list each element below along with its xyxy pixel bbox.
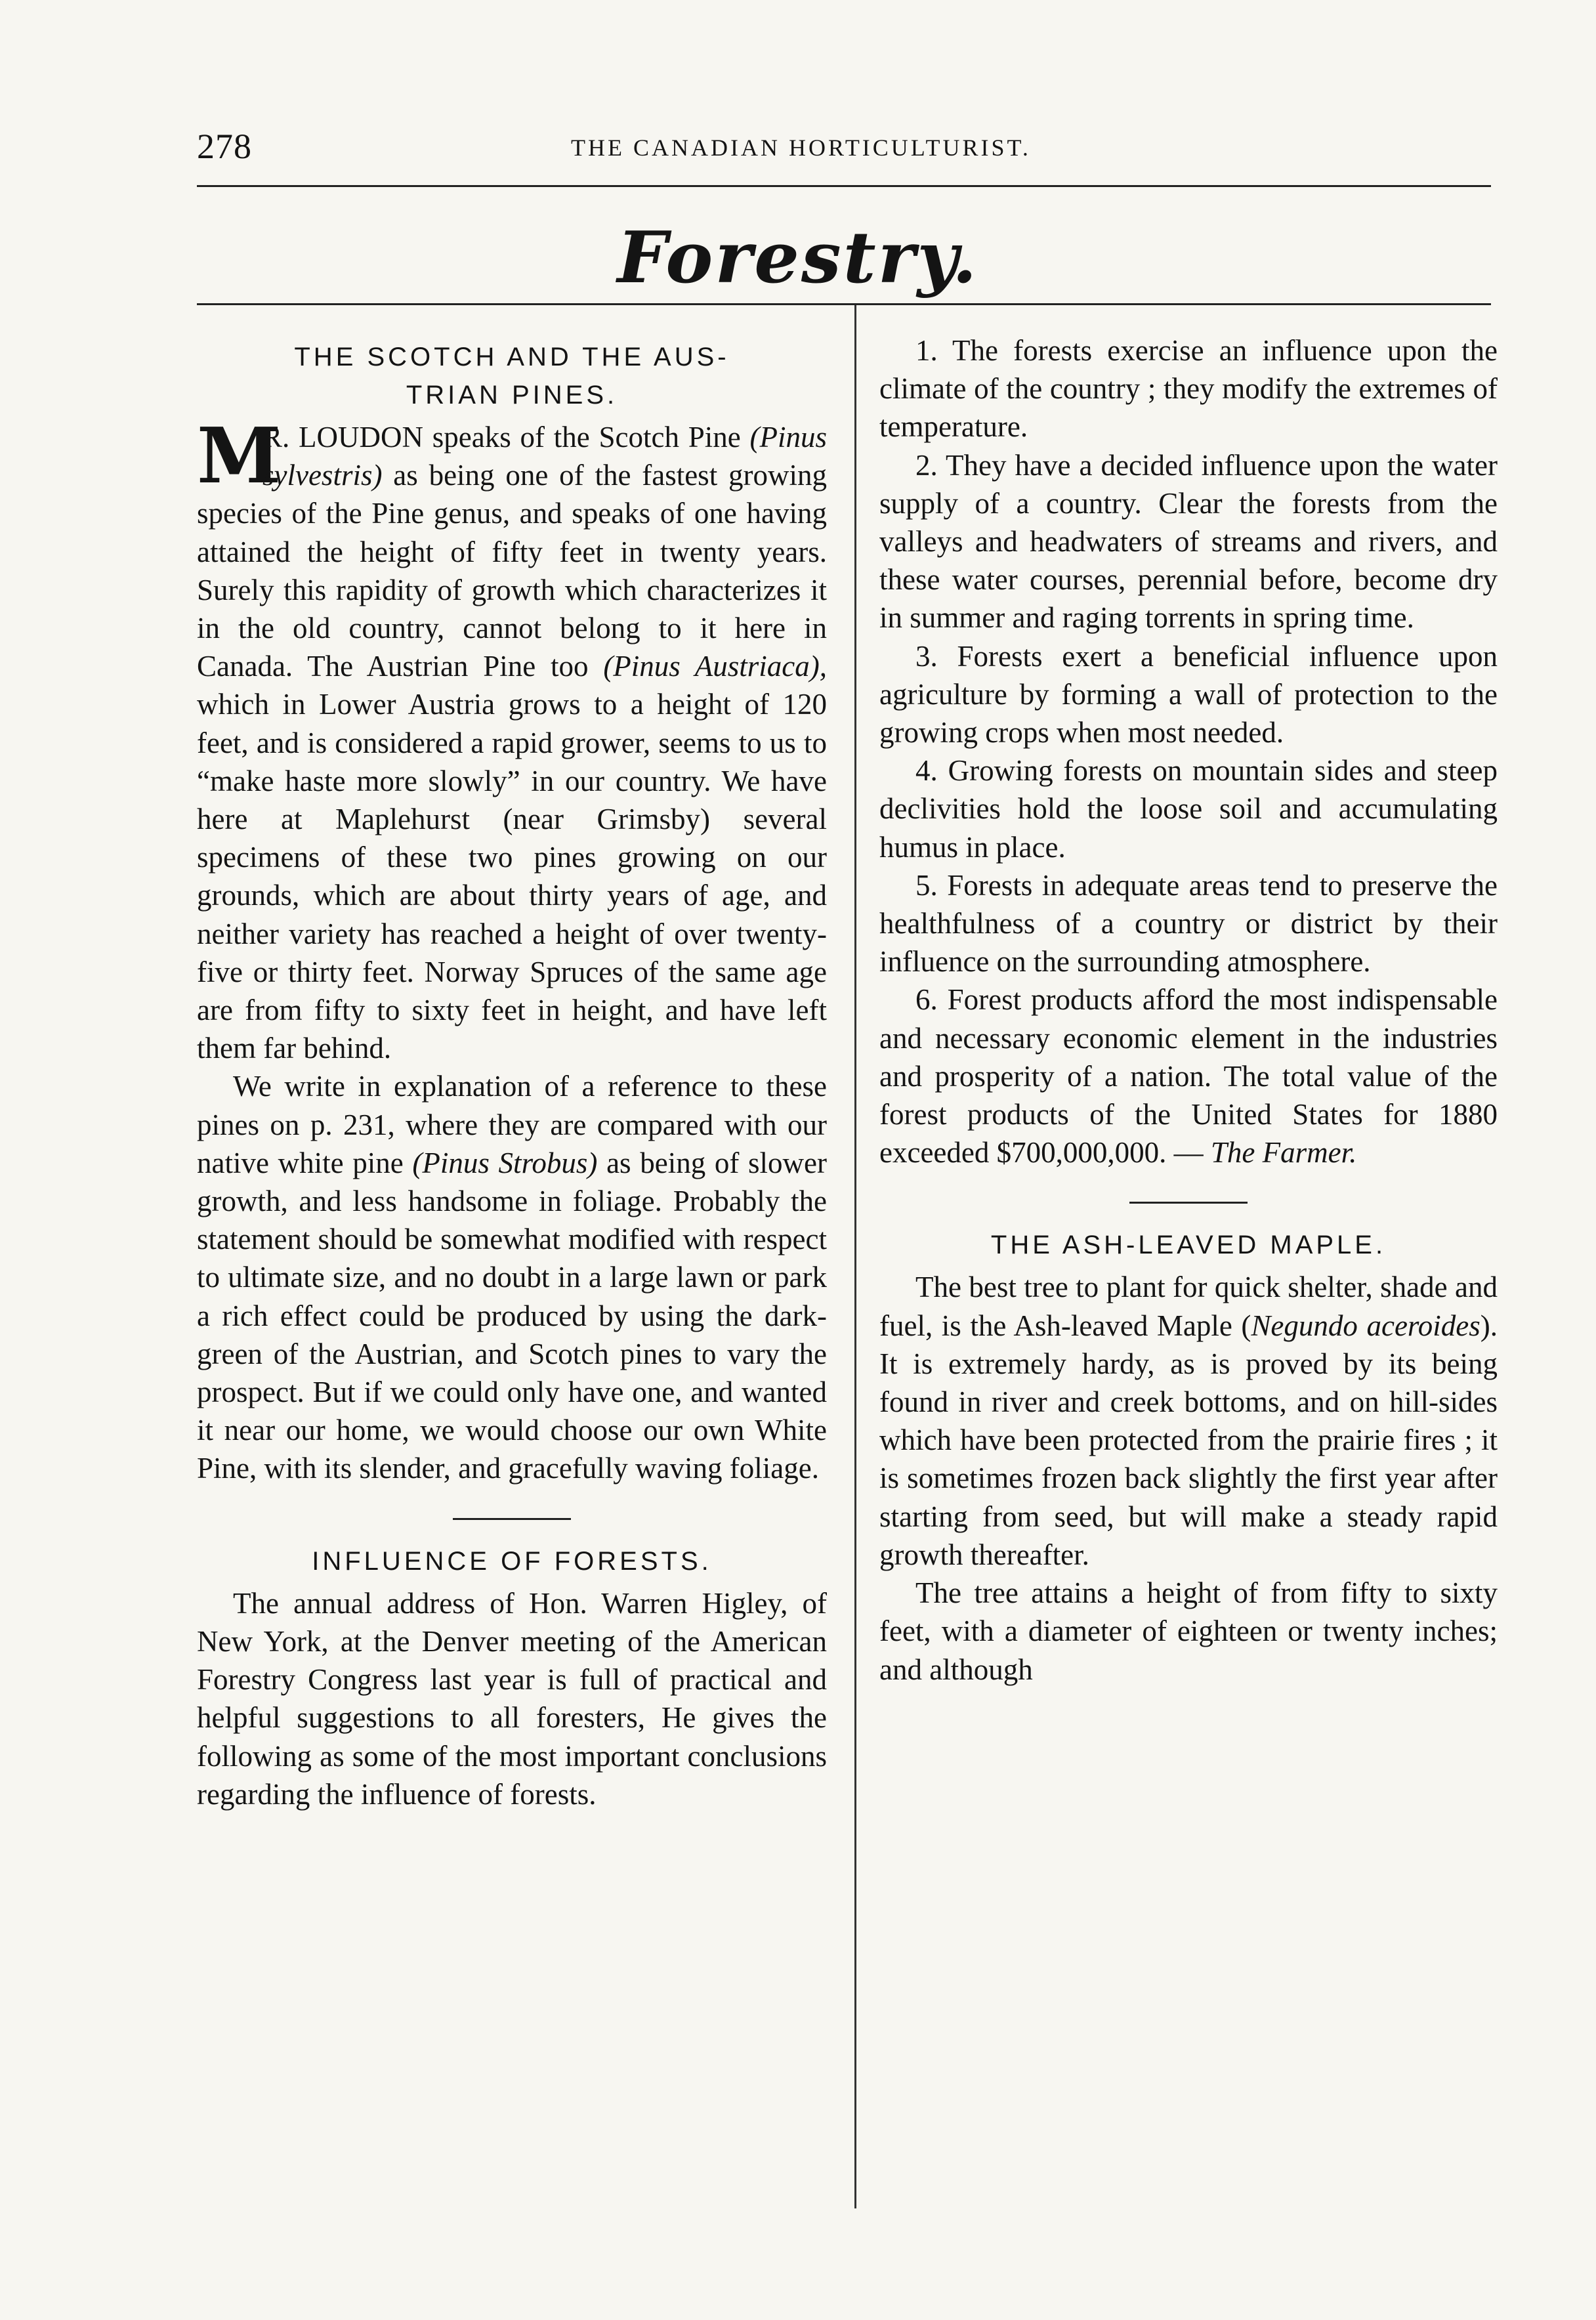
text-run: The best tree to plant for quick shelter, shade and fuel, is the Ash-leaved Maple ( bbox=[879, 1271, 1498, 1342]
latin-name: (Pinus sylvestris) bbox=[262, 421, 827, 492]
maple-paragraph-1 bbox=[879, 1268, 1498, 1574]
influence-item-1: 1. The forests exercise an influence upon the climate of the country ; they modify the extremes of temperature. bbox=[879, 334, 1498, 444]
text-run: We write in explanation of a reference to these pines on p. 231, where they are compared with our native white pine bbox=[197, 1070, 827, 1179]
page-number: 278 bbox=[197, 127, 252, 166]
influence-item-3: 3. Forests exert a beneficial influence upon agriculture by forming a wall of protection to the growing crops when most needed. bbox=[879, 639, 1498, 749]
text-run: as being one of the fastest growing species of the Pine genus, and speaks of one having attained the height of fifty feet in twenty years. Surely this rapidity of growth which characterizes it in the old country, cannot belong to it here in Canada. The Austrian Pine too bbox=[197, 459, 827, 683]
article-title-influence: INFLUENCE OF FORESTS. bbox=[312, 1546, 712, 1576]
latin-name: (Pinus Strobus) bbox=[412, 1146, 598, 1179]
drop-cap: M bbox=[197, 411, 282, 501]
source-citation: The Farmer. bbox=[1210, 1136, 1357, 1170]
text-run: 6. Forest products afford the most indispensable and necessary economic element in the industries and prosperity of a nation. The total value of the forest products of the United States for 1880 exceeded $700,000,000. — bbox=[879, 983, 1498, 1170]
text-run: which in Lower Austria grows to a height of 120 feet, and is considered a rapid grower, seems to us to “make haste more slowly” in our country. We have here at Maplehurst (near Grimsby) several specimens of these two pines growing on our grounds, which are about thirty years of age, and neither variety has reached a height of over twenty-five or thirty feet. Norway Spruces of the same age are from fifty to sixty feet in height, and have left them far behind. bbox=[197, 688, 827, 1065]
header-rule bbox=[197, 185, 1491, 187]
text-run: ). It is extremely hardy, as is proved by its being found in river and creek bottoms, and on hill-sides which have been protected from the prairie fires ; it is sometimes frozen back slightly the first year after starting from seed, but will make a steady rapid growth thereafter. bbox=[879, 1309, 1498, 1571]
article-divider bbox=[1129, 1202, 1248, 1204]
article-title-line-2: TRIAN PINES. bbox=[406, 381, 618, 410]
running-head: THE CANADIAN HORTICULTURIST. bbox=[571, 135, 1031, 161]
scotch-paragraph-2 bbox=[197, 1067, 827, 1487]
text-run: R. LOUDON speaks of the Scotch Pine bbox=[262, 421, 750, 453]
influence-item-6 bbox=[879, 981, 1498, 1171]
left-column bbox=[197, 331, 827, 1813]
text-run: as being of slower growth, and less handsome in foliage. Probably the statement should be somewhat modified with respect to ultimate size, and no doubt in a large lawn or park a rich effect could be produced by using the dark-green of the Austrian, and Scotch pines to vary the prospect. But if we could only have one, and wanted it near our home, we would choose our own White Pine, with its slender, and gracefully waving foliage. bbox=[197, 1146, 827, 1485]
article-title-line-1: THE SCOTCH AND THE AUS- bbox=[294, 343, 730, 371]
maple-paragraph-2: The tree attains a height of from fifty to sixty feet, with a diameter of eighteen or twenty inches; and although bbox=[879, 1576, 1498, 1686]
section-title: Forestry. bbox=[617, 217, 979, 299]
latin-name: Negundo aceroides bbox=[1251, 1309, 1480, 1342]
influence-item-2: 2. They have a decided influence upon the water supply of a country. Clear the forests from the valleys and headwaters of streams and rivers, and these water courses, perennial before, become dry in summer and raging torrents in spring time. bbox=[879, 448, 1498, 635]
article-divider bbox=[453, 1518, 571, 1520]
scotch-paragraph-1 bbox=[197, 411, 828, 1067]
influence-item-4: 4. Growing forests on mountain sides and steep declivities hold the loose soil and accumulating humus in place. bbox=[879, 754, 1498, 864]
influence-item-5: 5. Forests in adequate areas tend to preserve the healthfulness of a country or district by their influence on the surrounding atmosphere. bbox=[879, 868, 1498, 979]
page-header bbox=[197, 126, 1490, 172]
right-column-content bbox=[879, 331, 1498, 1689]
column-divider bbox=[854, 305, 856, 2208]
article-title-scotch bbox=[197, 338, 827, 414]
latin-name: (Pinus Austriaca), bbox=[603, 650, 828, 683]
section-rule bbox=[197, 303, 1491, 305]
influence-paragraph-1: The annual address of Hon. Warren Higley, of New York, at the Denver meeting of the American Forestry Congress last year is full of practical and helpful suggestions to all foresters, He gives the following as some of the most important conclusions regarding the influence of forests. bbox=[197, 1586, 827, 1811]
article-title-maple: THE ASH-LEAVED MAPLE. bbox=[990, 1231, 1387, 1260]
